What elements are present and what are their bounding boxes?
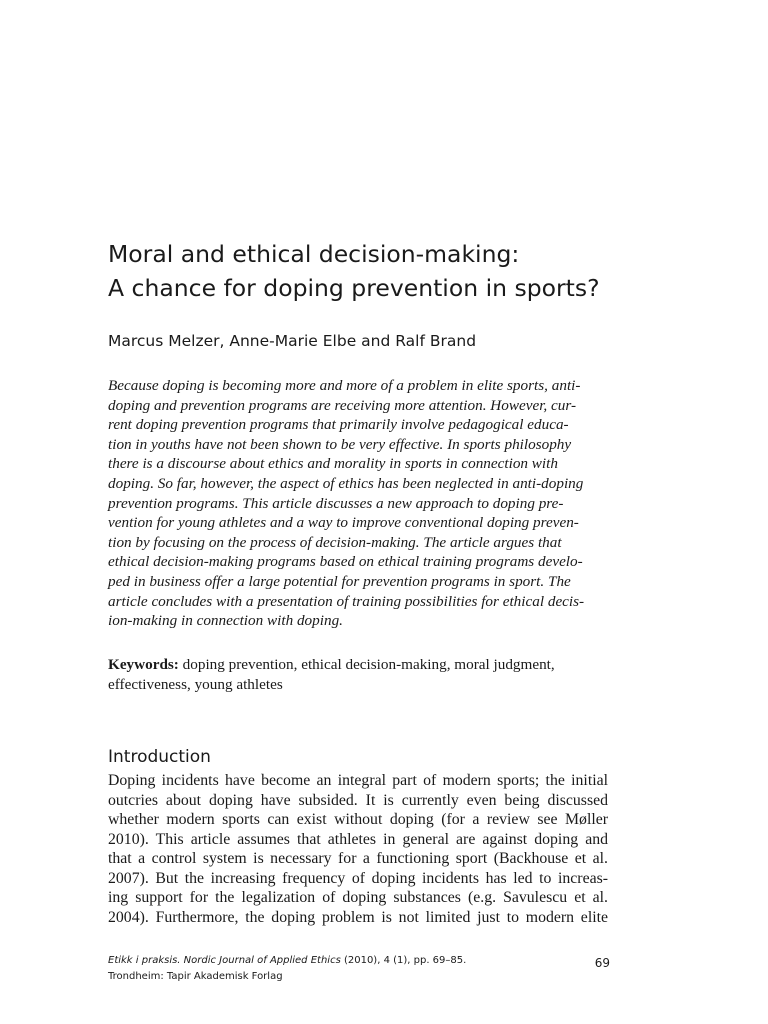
body-line: Doping incidents have become an integral part of modern sports; the initial [108,772,608,789]
body-line: 2007). But the increasing frequency of doping incidents has led to increas- [108,869,608,887]
abstract-line: tion by focusing on the process of decision-making. The article argues that [108,533,562,551]
article-abstract [108,376,608,631]
body-line: that a control system is necessary for a functioning sport (Backhouse et al. [108,850,608,867]
article-authors: Marcus Melzer, Anne-Marie Elbe and Ralf Brand [108,332,477,350]
introduction-body [108,771,608,927]
abstract-line: ped in business offer a large potential for prevention programs in sport. The [108,572,571,590]
journal-name: Etikk i praksis. Nordic Journal of Applied Ethics [108,955,341,966]
body-line: 2004). Furthermore, the doping problem is not limited just to modern elite [108,908,608,926]
abstract-line: ethical decision-making programs based on ethical training programs develo- [108,553,583,571]
abstract-line: there is a discourse about ethics and morality in sports in connection with [108,455,558,473]
journal-volume-pages: (2010), 4 (1), pp. 69–85. [340,955,467,966]
footer-publisher: Trondheim: Tapir Akademisk Forlag [108,971,283,982]
article-title [108,237,668,305]
footer-journal-citation [108,954,466,968]
page-number: 69 [594,956,610,970]
abstract-line: doping and prevention programs are receiving more attention. However, cur- [108,396,577,414]
body-line: 2010). This article assumes that athletes in general are against doping and [108,830,608,848]
body-line: ing support for the legalization of doping substances (e.g. Savulescu et al. [108,889,608,906]
abstract-line: vention for young athletes and a way to improve conventional doping preven- [108,514,579,532]
body-line: whether modern sports can exist without doping (for a review see Møller [108,811,608,828]
article-keywords [108,655,608,694]
keywords-line: effectiveness, young athletes [108,675,283,693]
abstract-line: rent doping prevention programs that primarily involve pedagogical educa- [108,416,569,434]
abstract-line: ion-making in connection with doping. [108,612,343,630]
section-heading-introduction: Introduction [108,747,211,767]
keywords-line [108,655,608,675]
abstract-line: prevention programs. This article discusses a new approach to doping pre- [108,494,564,512]
title-line: A chance for doping prevention in sports? [108,274,600,302]
title-line: Moral and ethical decision-making: [108,240,520,268]
abstract-line: article concludes with a presentation of training possibilities for ethical decis- [108,592,585,610]
body-line: outcries about doping have subsided. It is currently even being discussed [108,791,608,809]
abstract-line: tion in youths have not been shown to be very effective. In sports philosophy [108,435,572,453]
keywords-label: Keywords: [108,656,179,673]
abstract-line: doping. So far, however, the aspect of ethics has been neglected in anti-doping [108,474,584,492]
keywords-text: doping prevention, ethical decision-making, moral judgment, [178,656,555,673]
abstract-line: Because doping is becoming more and more of a problem in elite sports, anti- [108,377,581,394]
